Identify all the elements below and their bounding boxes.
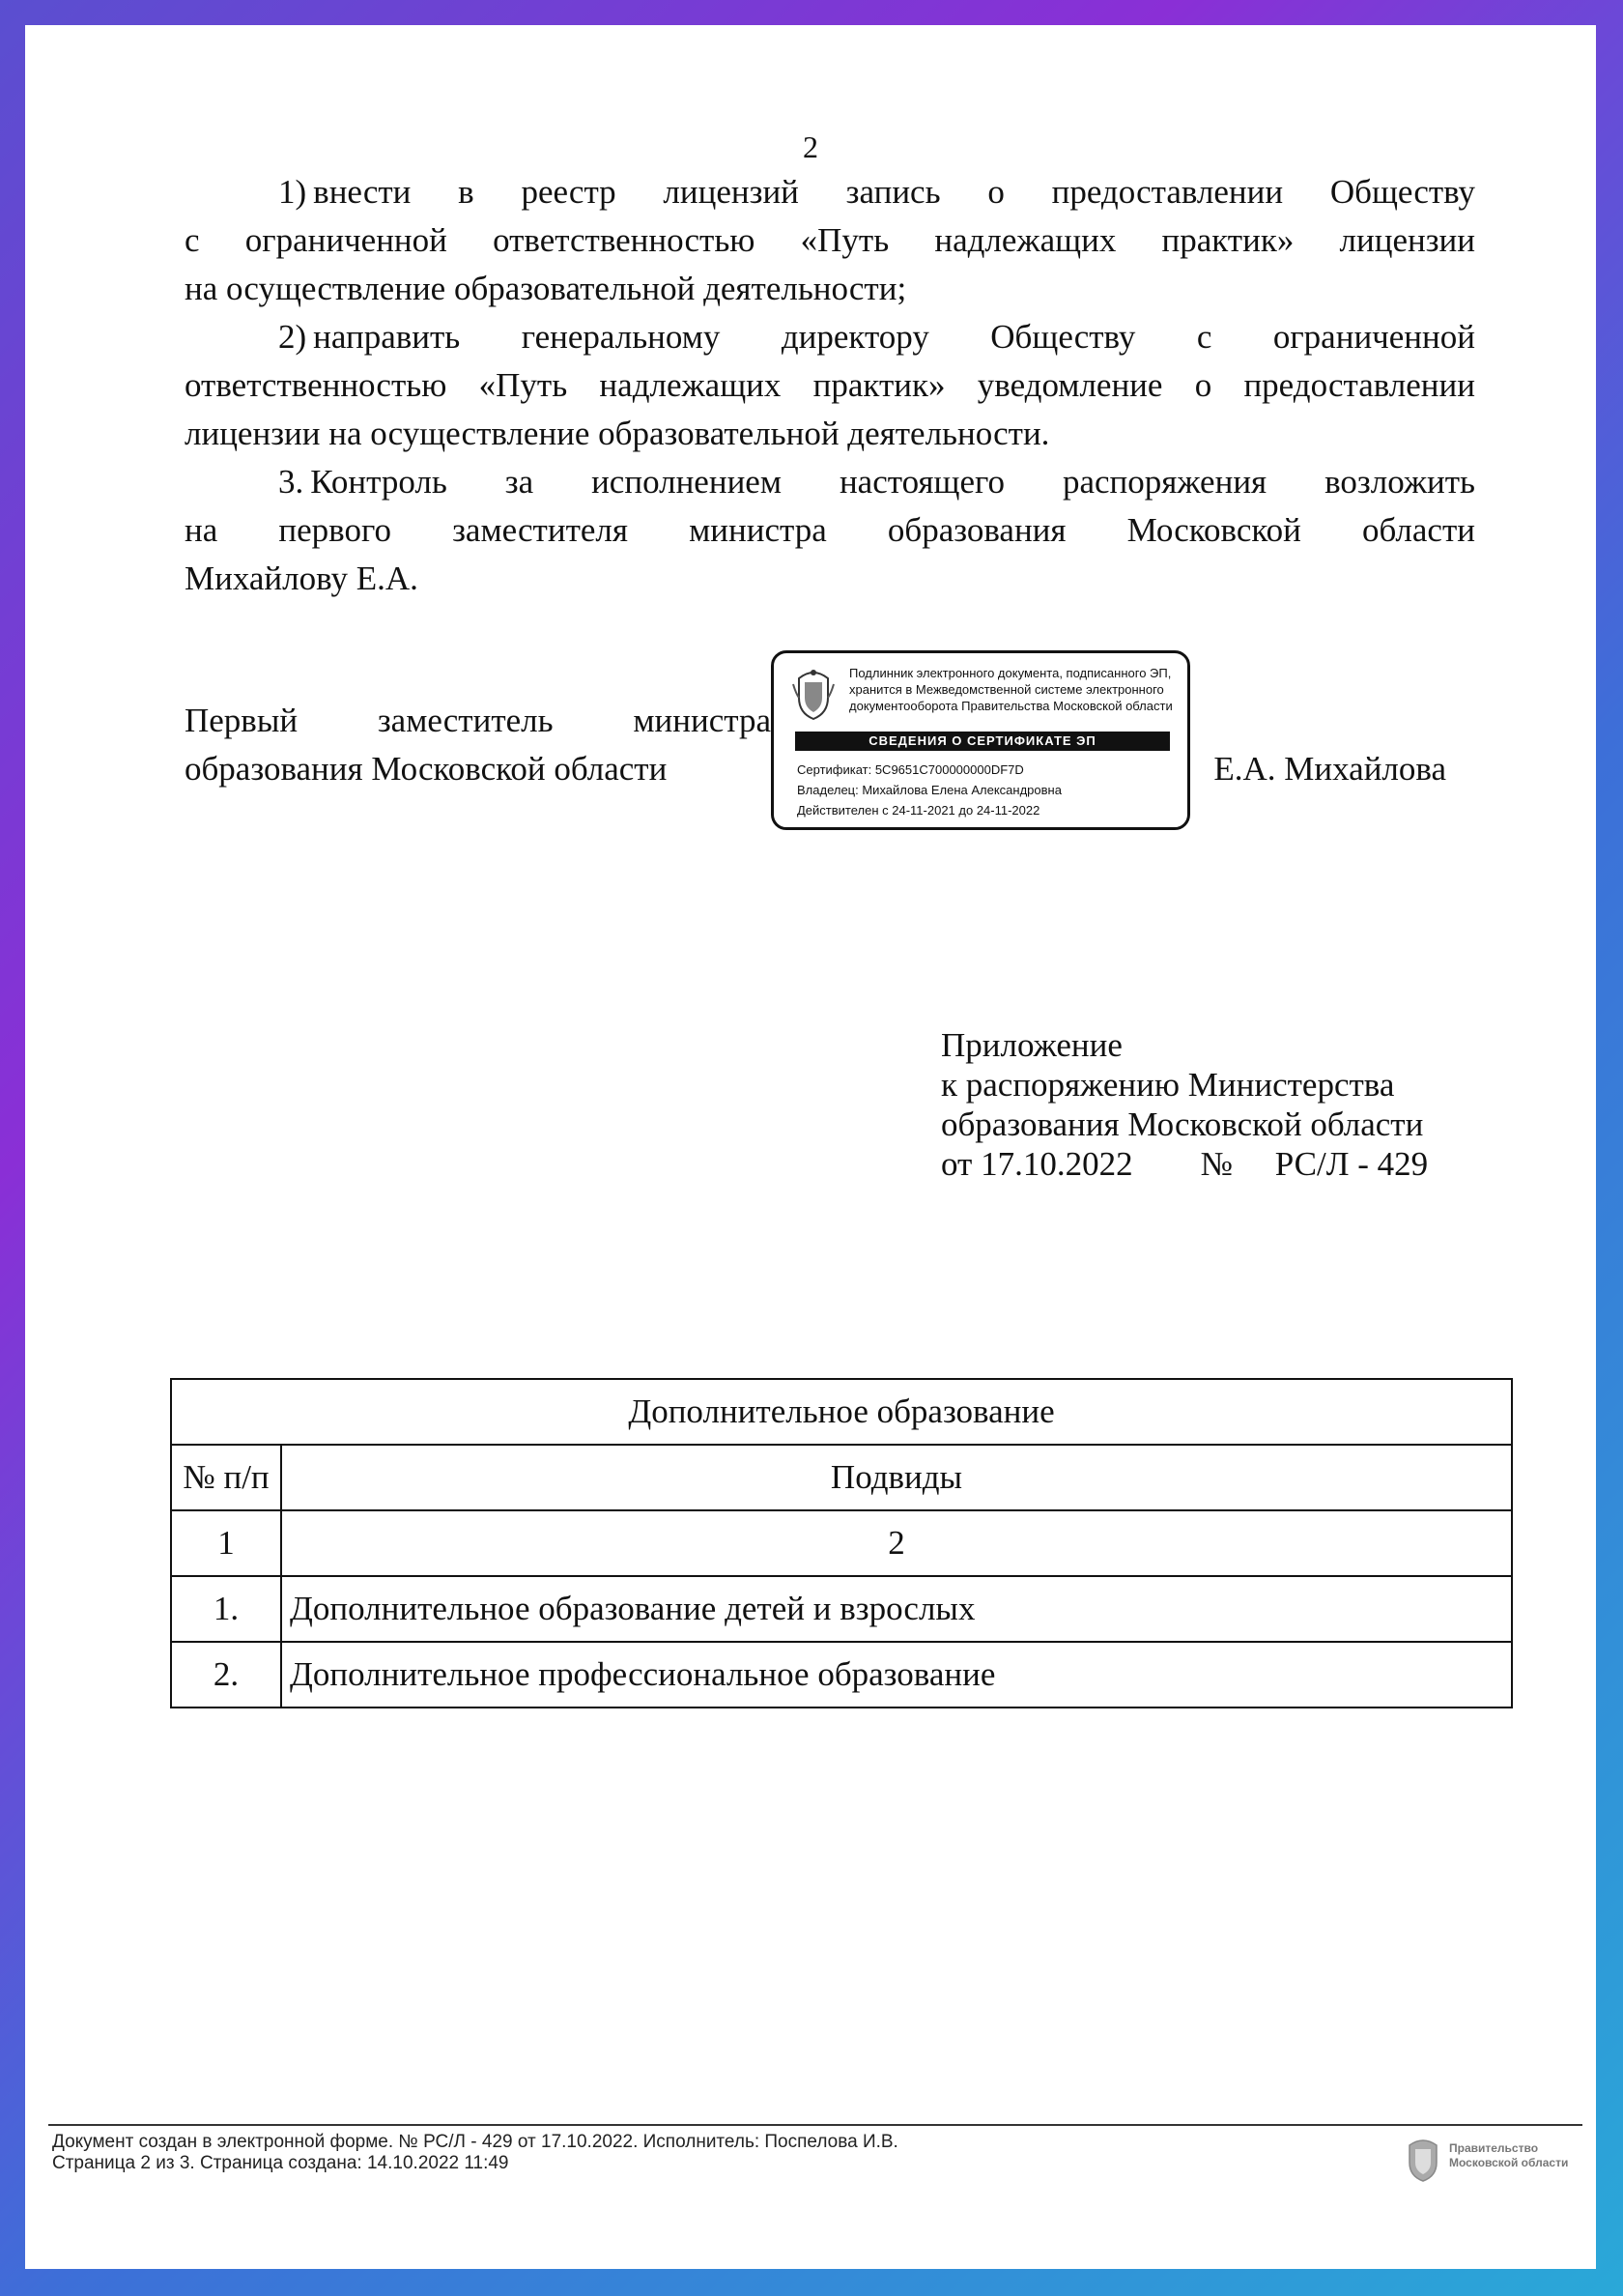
item-1-label: 1) [278,173,307,211]
stamp-header: Подлинник электронного документа, подписанного ЭП, хранится в Межведомственной системе электронного документооборота Правительства Московской области [849,666,1173,713]
table-index-row: 1 2 [171,1510,1512,1576]
item-3-label: 3. [278,463,304,501]
certificate-owner: Владелец: Михайлова Елена Александровна [797,783,1062,797]
item-1-paragraph: 1) внести в реестр лицензий запись о предоставлении Обществу с ограниченной ответственностью «Путь надлежащих практик» лицензии на осуществление образовательной деятельности; [185,173,1475,307]
footer-info: Документ создан в электронной форме. № РС/Л - 429 от 17.10.2022. Исполнитель: Поспелова И.В. Страница 2 из 3. Страница создана: 14.10.2022 11:49 [52,2132,898,2173]
column-header-subtypes: Подвиды [281,1445,1512,1510]
stamp-certificate-details [797,760,1062,820]
annex-header: Приложение к распоряжению Министерства образования Московской области от 17.10.2022 № РС/Л - 429 [941,1026,1429,1183]
education-subtypes-table [170,1378,1513,1708]
e-signature-stamp [771,650,1190,830]
page-number: 2 [803,129,818,164]
certificate-validity: Действителен с 24-11-2021 до 24-11-2022 [797,803,1040,818]
table-row: 1. Дополнительное образование детей и взрослых [171,1576,1512,1642]
certificate-id: Сертификат: 5C9651C700000000DF7D [797,762,1024,777]
document-page [25,25,1596,2269]
coat-of-arms-icon [1405,2136,1441,2182]
footer-divider [48,2124,1582,2126]
item-2-label: 2) [278,318,307,356]
coat-of-arms-icon [791,665,836,721]
table-title: Дополнительное образование [171,1379,1512,1445]
signatory-name: Е.А. Михайлова [1213,750,1446,788]
annex-date-number: от 17.10.2022 № РС/Л - 429 [941,1145,1429,1183]
item-3-paragraph: 3. Контроль за исполнением настоящего распоряжения возложить на первого заместителя министра образования Московской области Михайлову Е.А. [185,463,1475,597]
stamp-certificate-bar: СВЕДЕНИЯ О СЕРТИФИКАТЕ ЭП [795,732,1170,751]
table-row: 2. Дополнительное профессиональное образование [171,1642,1512,1708]
table-title-row [171,1379,1512,1445]
government-logo: Правительство Московской области [1405,2130,1579,2188]
item-2-paragraph: 2) направить генеральному директору Обществу с ограниченной ответственностью «Путь надлежащих практик» уведомление о предоставлении лицензии на осуществление образовательной деятельности. [185,318,1475,452]
column-header-number: № п/п [171,1445,281,1510]
table-header-row [171,1445,1512,1510]
signatory-position: Первый заместитель министра образования Московской области [185,702,771,788]
